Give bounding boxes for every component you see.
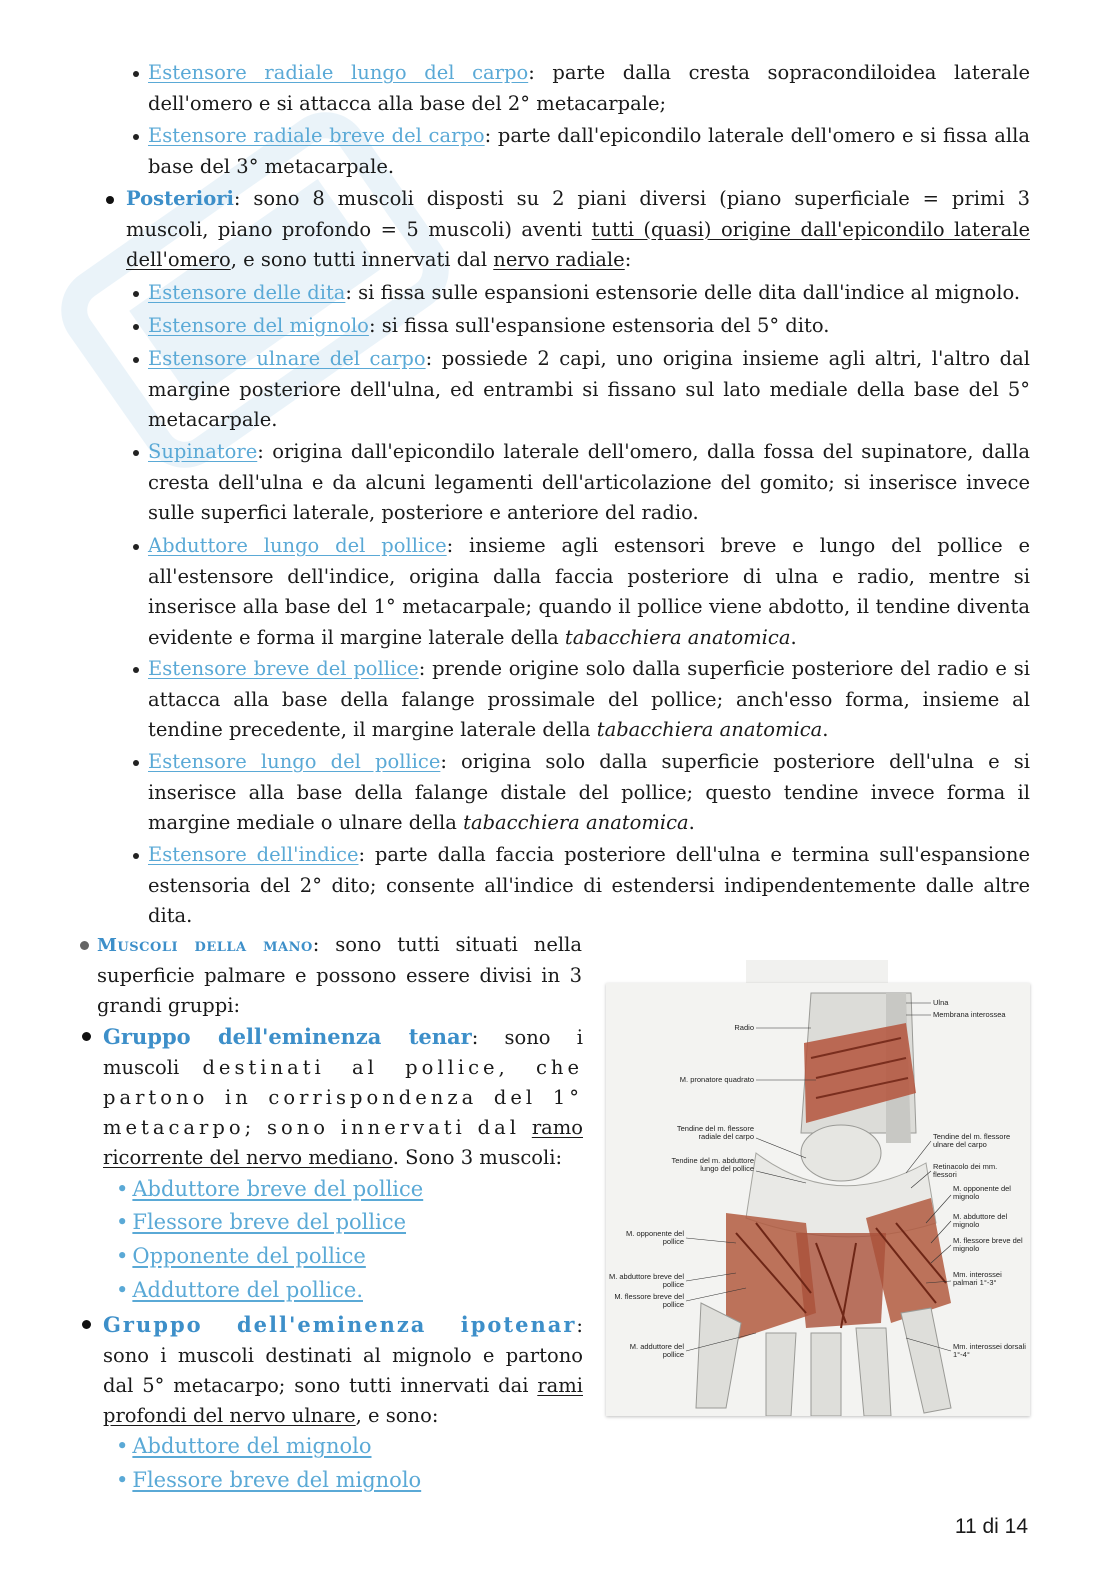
figure-label: Ulna [933,998,949,1007]
list-item: Estensore radiale lungo del carpo: parte dalla cresta sopracondiloidea laterale dell'omero e si attacca alla base del 2° metacarpale; [148,58,1030,119]
muscle-link[interactable]: Estensore radiale lungo del carpo [148,61,529,84]
figure-label: M. flessore breve del pollice [614,1292,684,1309]
list-item: Abduttore lungo del pollice: insieme agli estensori breve e lungo del pollice e all'estensore dell'indice, origina dalla faccia posteriore di ulna e radio, mentre si inserisce alla base del 1° metacarpale; quando il pollice viene abdotto, il tendine diventa evidente e forma il margine laterale della tabacchiera anatomica. [148,531,1030,653]
figure-label: Tendine del m. flessore radiale del carpo [676,1124,754,1141]
anatomy-figure [606,983,1030,1416]
sub-list-item: • Abduttore breve del pollice [116,1177,424,1201]
muscle-link[interactable]: Flessore breve del mignolo [132,1468,422,1492]
figure-label: Radio [734,1023,754,1032]
sub-list-item: • Flessore breve del mignolo [116,1468,422,1492]
muscle-link[interactable]: Estensore del mignolo [148,314,369,337]
figure-label: Mm. interossei palmari 1°-3° [953,1270,1002,1287]
list-item: Estensore del mignolo: si fissa sull'espansione estensoria del 5° dito. [148,311,1030,342]
group-heading: Gruppo dell'eminenza ipotenar [103,1312,577,1337]
list-item: Estensore delle dita: si fissa sulle espansioni estensorie delle dita dall'indice al mignolo. [148,278,1030,309]
figure-label: M. adduttore del pollice [629,1342,684,1359]
muscle-link[interactable]: Flessore breve del pollice [132,1210,407,1234]
sub-list-item: • Adduttore del pollice. [116,1278,363,1302]
figure-label: Membrana interossea [933,1010,1006,1019]
list-item: Supinatore: origina dall'epicondilo laterale dell'omero, dalla fossa del supinatore, dalla cresta dell'ulna e da alcuni legamenti dell'articolazione del gomito; si inserisce invece sulle superfici laterale, posteriore e anteriore del radio. [148,437,1030,529]
list-item: Estensore lungo del pollice: origina solo dalla superficie posteriore dell'ulna e si inserisce alla base della falange distale del pollice; questo tendine invece forma il margine mediale o ulnare della tabacchiera anatomica. [148,747,1030,839]
figure-label: M. abduttore del mignolo [953,1212,1008,1229]
figure-label: Retinacolo dei mm. flessori [933,1162,998,1179]
figure-label: M. flessore breve del mignolo [953,1236,1023,1253]
muscle-link[interactable]: Opponente del pollice [132,1244,366,1268]
muscle-link[interactable]: Abduttore del mignolo [132,1434,372,1458]
muscle-link[interactable]: Estensore lungo del pollice [148,750,441,773]
list-item: Estensore dell'indice: parte dalla faccia posteriore dell'ulna e termina sull'espansione estensoria del 2° dito; consente all'indice di estendersi indipendentemente dalle altre dita. [148,840,1030,932]
posteriori-paragraph: Posteriori: sono 8 muscoli disposti su 2 piani diversi (piano superficiale = primi 3 muscoli, piano profondo = 5 muscoli) aventi tutti (quasi) origine dall'epicondilo laterale dell'omero, e sono tutti innervati dal nervo radiale: [126,184,1030,276]
muscle-link[interactable]: Estensore dell'indice [148,843,359,866]
figure-label: Mm. interossei dorsali 1°-4° [953,1342,1026,1359]
list-item: Estensore breve del pollice: prende origine solo dalla superficie posteriore del radio e si attacca alla base della falange prossimale del pollice; anch'esso forma, insieme al tendine precedente, il margine laterale della tabacchiera anatomica. [148,654,1030,746]
muscle-link[interactable]: Estensore radiale breve del carpo [148,124,485,147]
figure-label: M. opponente del mignolo [953,1184,1011,1201]
muscle-link[interactable]: Adduttore del pollice. [132,1278,363,1302]
figure-label: Tendine del m. abduttore lungo del pollice [671,1156,754,1173]
muscle-link[interactable]: Abduttore lungo del pollice [148,534,447,557]
list-item: Estensore radiale breve del carpo: parte dall'epicondilo laterale dell'omero e si fissa alla base del 3° metacarpale. [148,121,1030,182]
section-heading: Muscoli della mano [97,935,313,956]
sub-list-item: • Abduttore del mignolo [116,1434,372,1458]
figure-label: M. pronatore quadrato [679,1075,754,1084]
list-item: Estensore ulnare del carpo: possiede 2 capi, uno origina insieme agli altri, l'altro dal margine posteriore dell'ulna, ed entrambi si fissano sul lato mediale della base del 5° metacarpale. [148,344,1030,436]
tenar-paragraph: Gruppo dell'eminenza tenar: sono i muscoli destinati al pollice, che partono in corrispondenza del 1° metacarpo; sono innervati dal ramo ricorrente del nervo mediano. Sono 3 muscoli: [103,1022,583,1173]
ipotenar-paragraph: Gruppo dell'eminenza ipotenar: sono i muscoli destinati al mignolo e partono dal 5° metacarpo; sono tutti innervati dai rami profondi del nervo ulnare, e sono: [103,1310,583,1431]
group-heading: Gruppo dell'eminenza tenar [103,1024,472,1049]
section-heading: Posteriori [126,187,234,210]
page-number: 11 di 14 [954,1515,1028,1538]
muscle-link[interactable]: Supinatore [148,440,258,463]
sub-list-item: • Flessore breve del pollice [116,1210,407,1234]
figure-label: M. abduttore breve del pollice [608,1272,684,1289]
figure-label: Tendine del m. flessore ulnare del carpo [933,1132,1011,1149]
mano-paragraph: Muscoli della mano: sono tutti situati nella superficie palmare e possono essere divisi in 3 grandi gruppi: [97,930,582,1021]
figure-label: M. opponente del pollice [626,1229,684,1246]
muscle-link[interactable]: Estensore ulnare del carpo [148,347,426,370]
muscle-link[interactable]: Abduttore breve del pollice [132,1177,424,1201]
muscle-link[interactable]: Estensore delle dita [148,281,346,304]
muscle-link[interactable]: Estensore breve del pollice [148,657,419,680]
sub-list-item: • Opponente del pollice [116,1244,366,1268]
